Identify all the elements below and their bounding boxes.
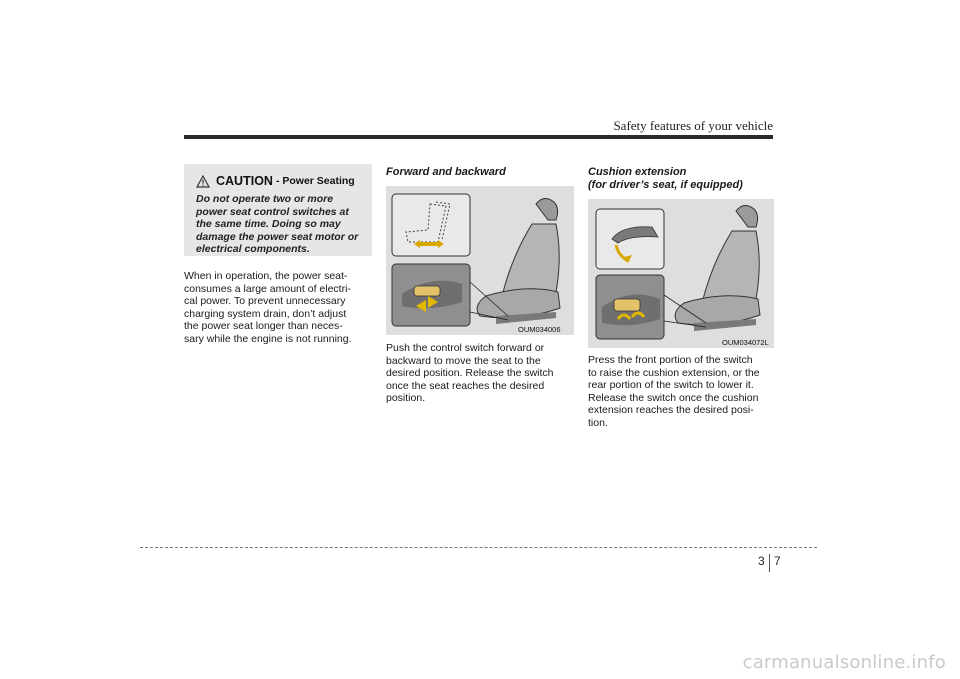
- paragraph-line: sary while the engine is not running.: [184, 332, 352, 345]
- paragraph-line: Release the switch once the cushion: [588, 391, 759, 404]
- paragraph-line: Push the control switch forward or: [386, 342, 545, 354]
- seat-cushion-extension-illustration: [588, 199, 774, 348]
- watermark: carmanualsonline.info: [742, 652, 946, 673]
- paragraph-line: extension reaches the desired posi-: [588, 404, 754, 416]
- page-number: 7: [774, 554, 781, 568]
- paragraph-line: to raise the cushion extension, or the: [588, 366, 760, 379]
- forward-backward-title: Forward and backward: [386, 166, 506, 178]
- footer-rule: [140, 547, 817, 548]
- paragraph-line: position.: [386, 392, 426, 404]
- caution-subtitle: - Power Seating: [275, 175, 355, 187]
- caution-line: damage the power seat motor or: [196, 230, 359, 243]
- cushion-title-line: Cushion extension: [588, 166, 687, 178]
- paragraph-line: tion.: [588, 416, 608, 429]
- caution-line: power seat control switches at: [196, 205, 349, 218]
- caution-label: CAUTION: [216, 174, 273, 188]
- paragraph-line: consumes a large amount of electri-: [184, 282, 351, 295]
- paragraph-line: charging system drain, don’t adjust: [184, 307, 347, 320]
- figure-code-forward: OUM034006: [518, 325, 561, 334]
- paragraph-line: backward to move the seat to the: [386, 354, 541, 367]
- page-number-divider: [769, 554, 770, 572]
- cushion-title-line: (for driver’s seat, if equipped): [588, 178, 743, 191]
- warning-triangle-icon: [196, 175, 210, 188]
- cushion-extension-figure: [588, 199, 774, 348]
- paragraph-line: desired position. Release the switch: [386, 367, 554, 379]
- cushion-extension-paragraph: [588, 354, 760, 429]
- chapter-number: 3: [758, 554, 765, 568]
- paragraph-line: Press the front portion of the switch: [588, 354, 753, 366]
- forward-backward-figure: [386, 186, 574, 335]
- power-usage-paragraph: [184, 270, 352, 345]
- caution-text: [196, 193, 364, 256]
- caution-line: Do not operate two or more: [196, 193, 334, 205]
- caution-heading: [196, 173, 364, 189]
- paragraph-line: When in operation, the power seat-: [184, 270, 348, 282]
- seat-forward-backward-illustration: [386, 186, 574, 335]
- header-rule: [184, 135, 773, 139]
- paragraph-line: rear portion of the switch to lower it.: [588, 379, 754, 391]
- caution-line: the same time. Doing so may: [196, 218, 341, 230]
- cushion-extension-title: [588, 166, 743, 191]
- caution-line: electrical components.: [196, 243, 310, 255]
- paragraph-line: cal power. To prevent unnecessary: [184, 295, 346, 307]
- paragraph-line: the power seat longer than neces-: [184, 320, 343, 332]
- paragraph-line: once the seat reaches the desired: [386, 379, 545, 392]
- caution-box: [184, 164, 372, 256]
- running-header: Safety features of your vehicle: [613, 118, 773, 133]
- figure-code-cushion: OUM034072L: [722, 338, 769, 347]
- forward-backward-paragraph: [386, 342, 554, 405]
